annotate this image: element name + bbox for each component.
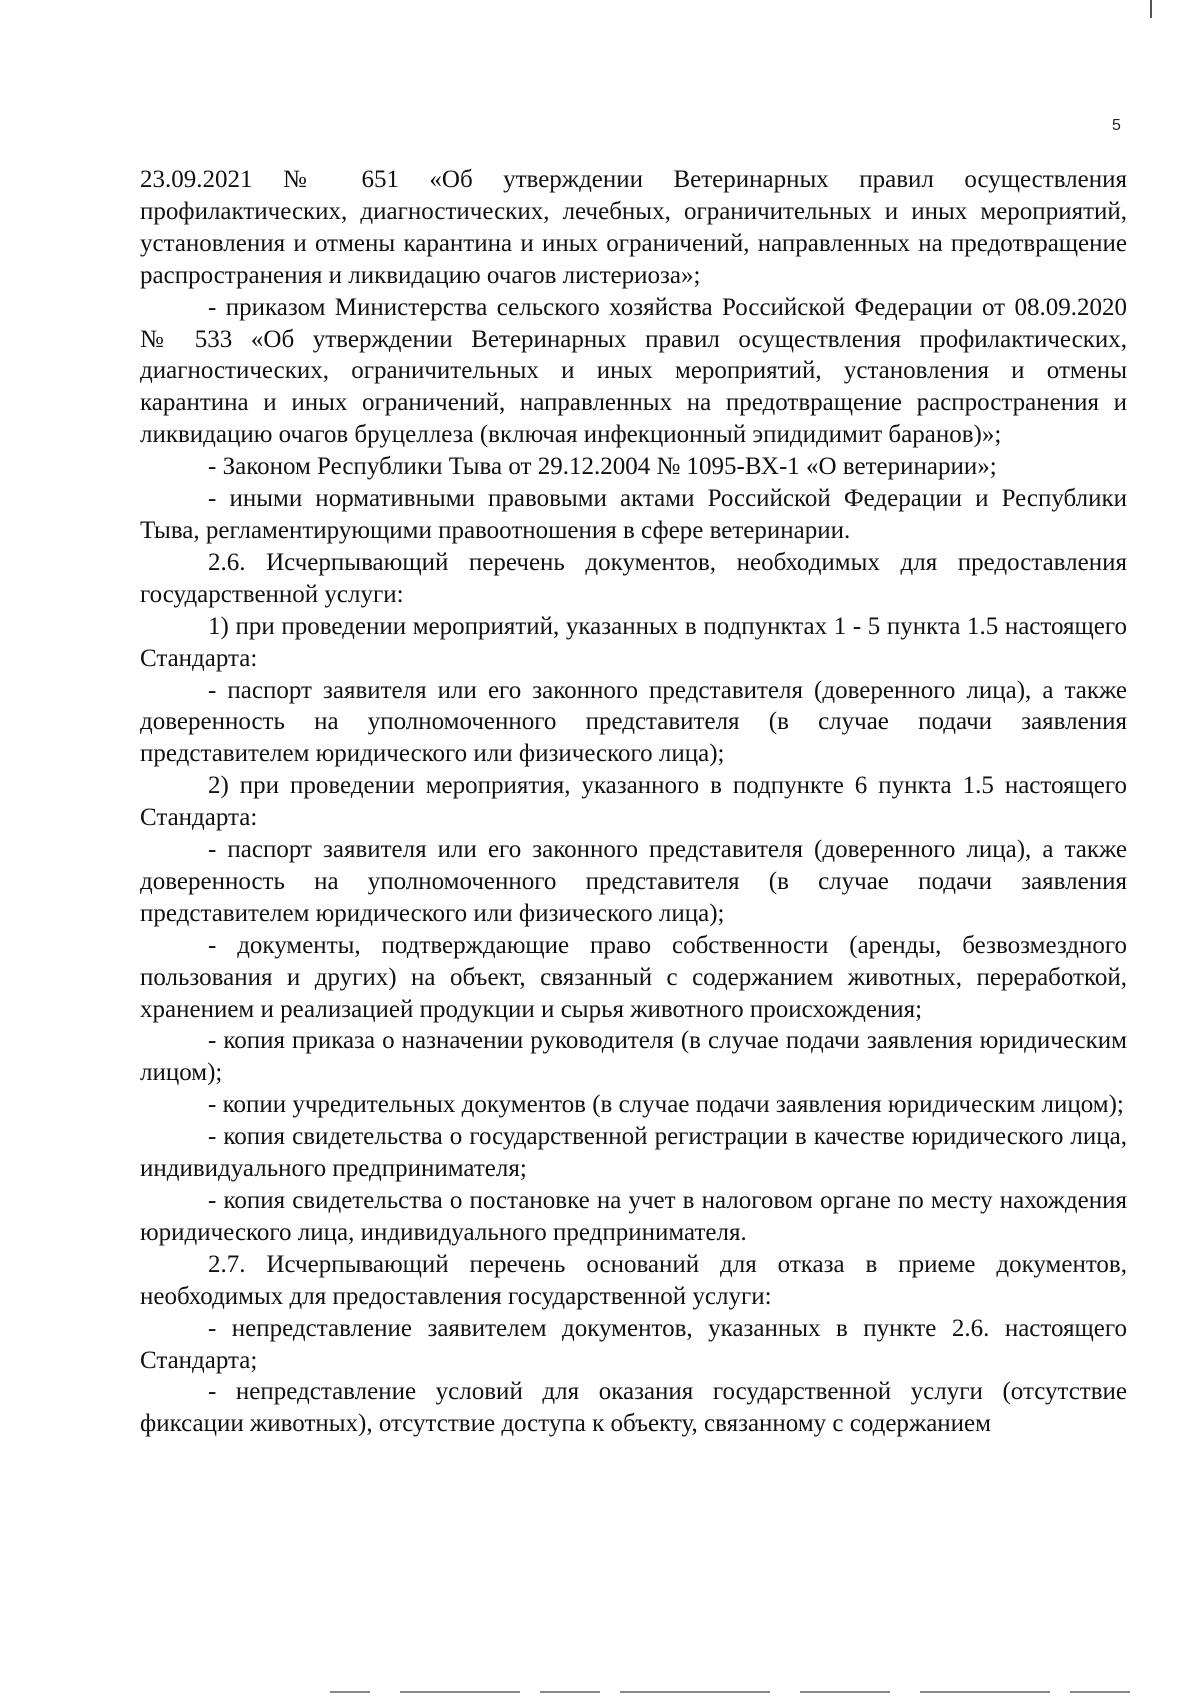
list-item-founding-documents: - копии учредительных документов (в случае подачи заявления юридическим лицом); <box>208 1091 1124 1119</box>
list-item-tax-certificate: - копия свидетельства о постановке на учет в налоговом органе по месту нахождения юридического лица, индивидуального предпринимателя. <box>140 1187 1127 1246</box>
list-item-2: 2) при проведении мероприятия, указанного в подпункте 6 пункта 1.5 настоящего Стандарта: <box>140 772 1127 832</box>
paragraph-listeriosis-order: 23.09.2021 № 651 «Об утверждении Ветеринарных правил осуществления профилактических, диагностических, лечебных, ограничительных и иных мероприятий, установления и отмены карантина и иных ограничений, направленных на предотвращение распространения и ликвидацию очагов листериоза»; <box>140 166 1127 289</box>
paragraph-tyva-law: - Законом Республики Тыва от 29.12.2004 № 1095-ВХ-1 «О ветеринарии»; <box>208 453 997 481</box>
section-2-7-heading: 2.7. Исчерпывающий перечень оснований для отказа в приеме документов, необходимых для предоставления государственной услуги: <box>140 1250 1127 1310</box>
section-2-6-heading: 2.6. Исчерпывающий перечень документов, необходимых для предоставления государственной услуги: <box>140 548 1127 608</box>
list-item-registration-certificate: - копия свидетельства о государственной регистрации в качестве юридического лица, индивидуального предпринимателя; <box>140 1123 1127 1183</box>
page-number: 5 <box>1112 117 1121 134</box>
scan-artifact-lines <box>330 1691 1140 1694</box>
list-item-missing-documents: - непредставление заявителем документов, указанных в пункте 2.6. настоящего Стандарта; <box>140 1314 1127 1374</box>
list-item-1: 1) при проведении мероприятий, указанных в подпунктах 1 - 5 пункта 1.5 настоящего Стандарта: <box>140 612 1127 672</box>
paragraph-other-acts: - иными нормативными правовыми актами Российской Федерации и Республики Тыва, регламентирующими правоотношения в сфере ветеринарии. <box>140 485 1127 544</box>
list-item-ownership-documents: - документы, подтверждающие право собственности (аренды, безвозмездного пользования и других) на объект, связанный с содержанием животных, переработкой, хранением и реализацией продукции и сырья животного происхождения; <box>140 931 1127 1023</box>
paragraph-brucellosis-order: - приказом Министерства сельского хозяйства Российской Федерации от 08.09.2020 № 533 «Об утверждении Ветеринарных правил осуществления профилактических, диагностических, ограничительных и иных мероприятий, установления и отмены карантина и иных ограничений, направленных на предотвращение распространения и ликвидацию очагов бруцеллеза (включая инфекционный эпидидимит баранов)»; <box>140 293 1127 449</box>
list-item-missing-conditions: - непредставление условий для оказания государственной услуги (отсутствие фиксации животных), отсутствие доступа к объекту, связанному с содержанием <box>140 1378 1127 1438</box>
document-body <box>140 164 1127 1440</box>
list-item-passport-1: - паспорт заявителя или его законного представителя (доверенного лица), а также доверенность на уполномоченного представителя (в случае подачи заявления представителем юридического или физического лица); <box>140 676 1127 768</box>
list-item-director-order: - копия приказа о назначении руководителя (в случае подачи заявления юридическим лицом); <box>140 1027 1127 1087</box>
scan-edge-mark <box>1150 0 1152 18</box>
list-item-passport-2: - паспорт заявителя или его законного представителя (доверенного лица), а также доверенность на уполномоченного представителя (в случае подачи заявления представителем юридического или физического лица); <box>140 836 1127 927</box>
